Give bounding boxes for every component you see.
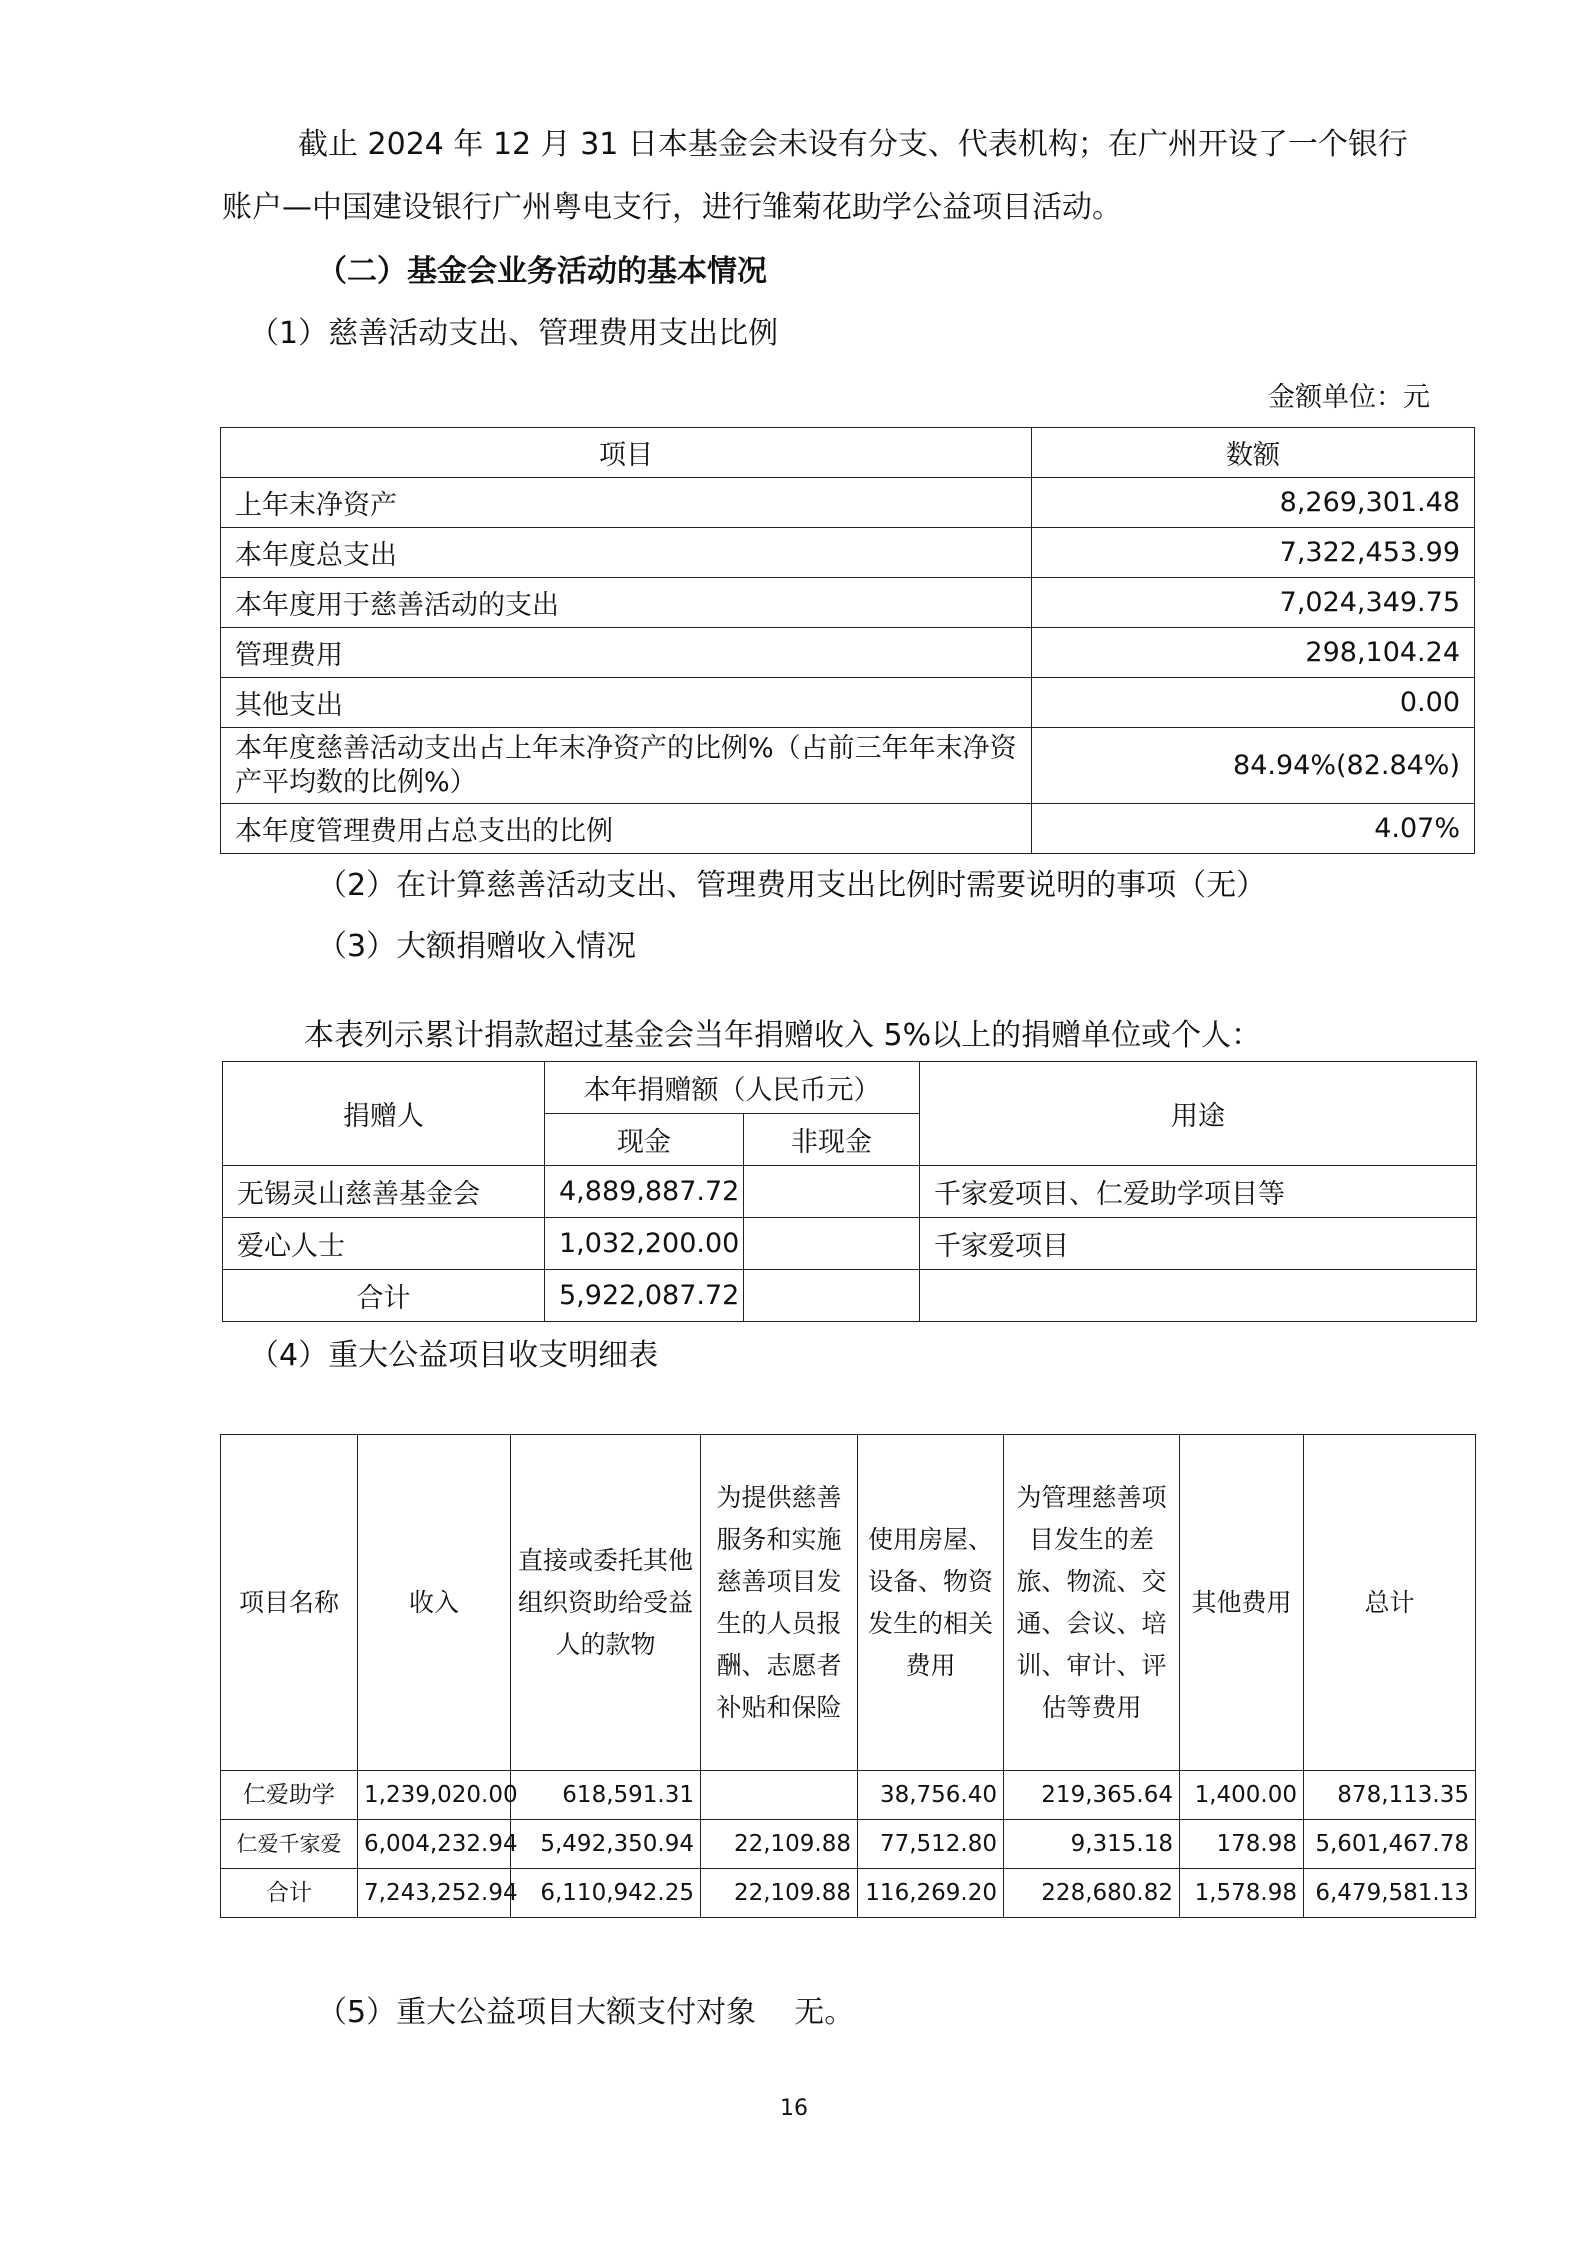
sub4-title: （4）重大公益项目收支明细表 — [249, 1338, 659, 1373]
table3-cell: 77,512.80 — [858, 1820, 1004, 1869]
table2-header-noncash: 非现金 — [744, 1114, 920, 1166]
table3-header-direct-aid: 直接或委托其他组织资助给受益人的款物 — [511, 1435, 701, 1771]
sub5-value: 无。 — [794, 1995, 855, 2030]
table3-cell: 6,004,232.94 — [358, 1820, 511, 1869]
table3-cell: 1,239,020.00 — [358, 1771, 511, 1820]
table1-value: 7,322,453.99 — [1032, 528, 1475, 578]
intro-line-2: 账户—中国建设银行广州粤电支行，进行雏菊花助学公益项目活动。 — [222, 190, 1122, 225]
table2-noncash — [744, 1166, 920, 1218]
unit-label: 金额单位：元 — [1268, 382, 1430, 413]
table1-header-value: 数额 — [1032, 428, 1475, 478]
table2-use — [920, 1270, 1477, 1322]
table3-cell: 7,243,252.94 — [358, 1869, 511, 1918]
table1-item: 本年度管理费用占总支出的比例 — [221, 804, 1032, 854]
sub3-title: （3）大额捐赠收入情况 — [317, 929, 637, 964]
table2-donor: 合计 — [223, 1270, 545, 1322]
table3-cell: 1,578.98 — [1180, 1869, 1304, 1918]
table-row — [221, 678, 1475, 728]
table3-cell: 228,680.82 — [1004, 1869, 1180, 1918]
table3-cell: 6,110,942.25 — [511, 1869, 701, 1918]
table-row — [221, 1771, 1476, 1820]
page-number: 16 — [780, 2096, 808, 2121]
table-row — [221, 478, 1475, 528]
table3-cell: 22,109.88 — [701, 1869, 858, 1918]
table3-cell: 38,756.40 — [858, 1771, 1004, 1820]
table2-header-donor: 捐赠人 — [223, 1062, 545, 1166]
table-row — [221, 528, 1475, 578]
table2-header-use: 用途 — [920, 1062, 1477, 1166]
table3-cell: 178.98 — [1180, 1820, 1304, 1869]
table1-header-item: 项目 — [221, 428, 1032, 478]
sub2-title: （2）在计算慈善活动支出、管理费用支出比例时需要说明的事项（无） — [317, 868, 1267, 903]
table3-cell: 5,601,467.78 — [1304, 1820, 1476, 1869]
table-row — [223, 1218, 1477, 1270]
large-donation-table — [222, 1061, 1477, 1322]
table2-noncash — [744, 1218, 920, 1270]
sub5-title: （5）重大公益项目大额支付对象 — [317, 1995, 757, 2030]
table2-header-amount: 本年捐赠额（人民币元） — [545, 1062, 920, 1114]
table3-cell: 219,365.64 — [1004, 1771, 1180, 1820]
table-row — [223, 1166, 1477, 1218]
table3-cell — [701, 1771, 858, 1820]
intro-line-1: 截止 2024 年 12 月 31 日本基金会未设有分支、代表机构；在广州开设了一个银行 — [298, 127, 1408, 162]
table3-cell: 9,315.18 — [1004, 1820, 1180, 1869]
table1-value: 8,269,301.48 — [1032, 478, 1475, 528]
table3-header-income: 收入 — [358, 1435, 511, 1771]
expense-ratio-table — [220, 427, 1475, 854]
sub1-title: （1）慈善活动支出、管理费用支出比例 — [249, 316, 779, 351]
table2-header-cash: 现金 — [545, 1114, 744, 1166]
table1-value: 4.07% — [1032, 804, 1475, 854]
table1-item: 本年度慈善活动支出占上年末净资产的比例%（占前三年年末净资产平均数的比例%） — [221, 728, 1032, 804]
table3-cell: 仁爱千家爱 — [221, 1820, 358, 1869]
table1-item: 管理费用 — [221, 628, 1032, 678]
table2-noncash — [744, 1270, 920, 1322]
table3-cell: 仁爱助学 — [221, 1771, 358, 1820]
table2-intro: 本表列示累计捐款超过基金会当年捐赠收入 5%以上的捐赠单位或个人： — [304, 1018, 1262, 1053]
table-row — [221, 578, 1475, 628]
table2-cash: 1,032,200.00 — [545, 1218, 744, 1270]
table3-cell: 5,492,350.94 — [511, 1820, 701, 1869]
table-row — [223, 1270, 1477, 1322]
table-row — [221, 804, 1475, 854]
table3-cell: 878,113.35 — [1304, 1771, 1476, 1820]
section2-title: （二）基金会业务活动的基本情况 — [317, 254, 767, 289]
table3-header-total: 总计 — [1304, 1435, 1476, 1771]
table2-cash: 4,889,887.72 — [545, 1166, 744, 1218]
table1-value: 84.94%(82.84%) — [1032, 728, 1475, 804]
table3-cell: 116,269.20 — [858, 1869, 1004, 1918]
table-row — [221, 1869, 1476, 1918]
table3-header-project: 项目名称 — [221, 1435, 358, 1771]
table1-item: 其他支出 — [221, 678, 1032, 728]
table-row — [221, 1820, 1476, 1869]
table2-use: 千家爱项目 — [920, 1218, 1477, 1270]
table2-cash: 5,922,087.72 — [545, 1270, 744, 1322]
table1-value: 298,104.24 — [1032, 628, 1475, 678]
table2-donor: 无锡灵山慈善基金会 — [223, 1166, 545, 1218]
table3-header-other: 其他费用 — [1180, 1435, 1304, 1771]
table2-use: 千家爱项目、仁爱助学项目等 — [920, 1166, 1477, 1218]
table1-value: 7,024,349.75 — [1032, 578, 1475, 628]
table2-donor: 爱心人士 — [223, 1218, 545, 1270]
table3-header-management: 为管理慈善项目发生的差旅、物流、交通、会议、培训、审计、评估等费用 — [1004, 1435, 1180, 1771]
table1-item: 本年度总支出 — [221, 528, 1032, 578]
table3-cell: 618,591.31 — [511, 1771, 701, 1820]
table3-cell: 22,109.88 — [701, 1820, 858, 1869]
table-row — [221, 628, 1475, 678]
table3-cell: 1,400.00 — [1180, 1771, 1304, 1820]
table3-cell: 6,479,581.13 — [1304, 1869, 1476, 1918]
table3-header-facilities: 使用房屋、设备、物资发生的相关费用 — [858, 1435, 1004, 1771]
table1-item: 本年度用于慈善活动的支出 — [221, 578, 1032, 628]
sub5-line — [317, 1993, 854, 2033]
table3-cell: 合计 — [221, 1869, 358, 1918]
major-project-table — [220, 1434, 1476, 1918]
table1-value: 0.00 — [1032, 678, 1475, 728]
table-row — [221, 728, 1475, 804]
table1-item: 上年末净资产 — [221, 478, 1032, 528]
table3-header-personnel: 为提供慈善服务和实施慈善项目发生的人员报酬、志愿者补贴和保险 — [701, 1435, 858, 1771]
